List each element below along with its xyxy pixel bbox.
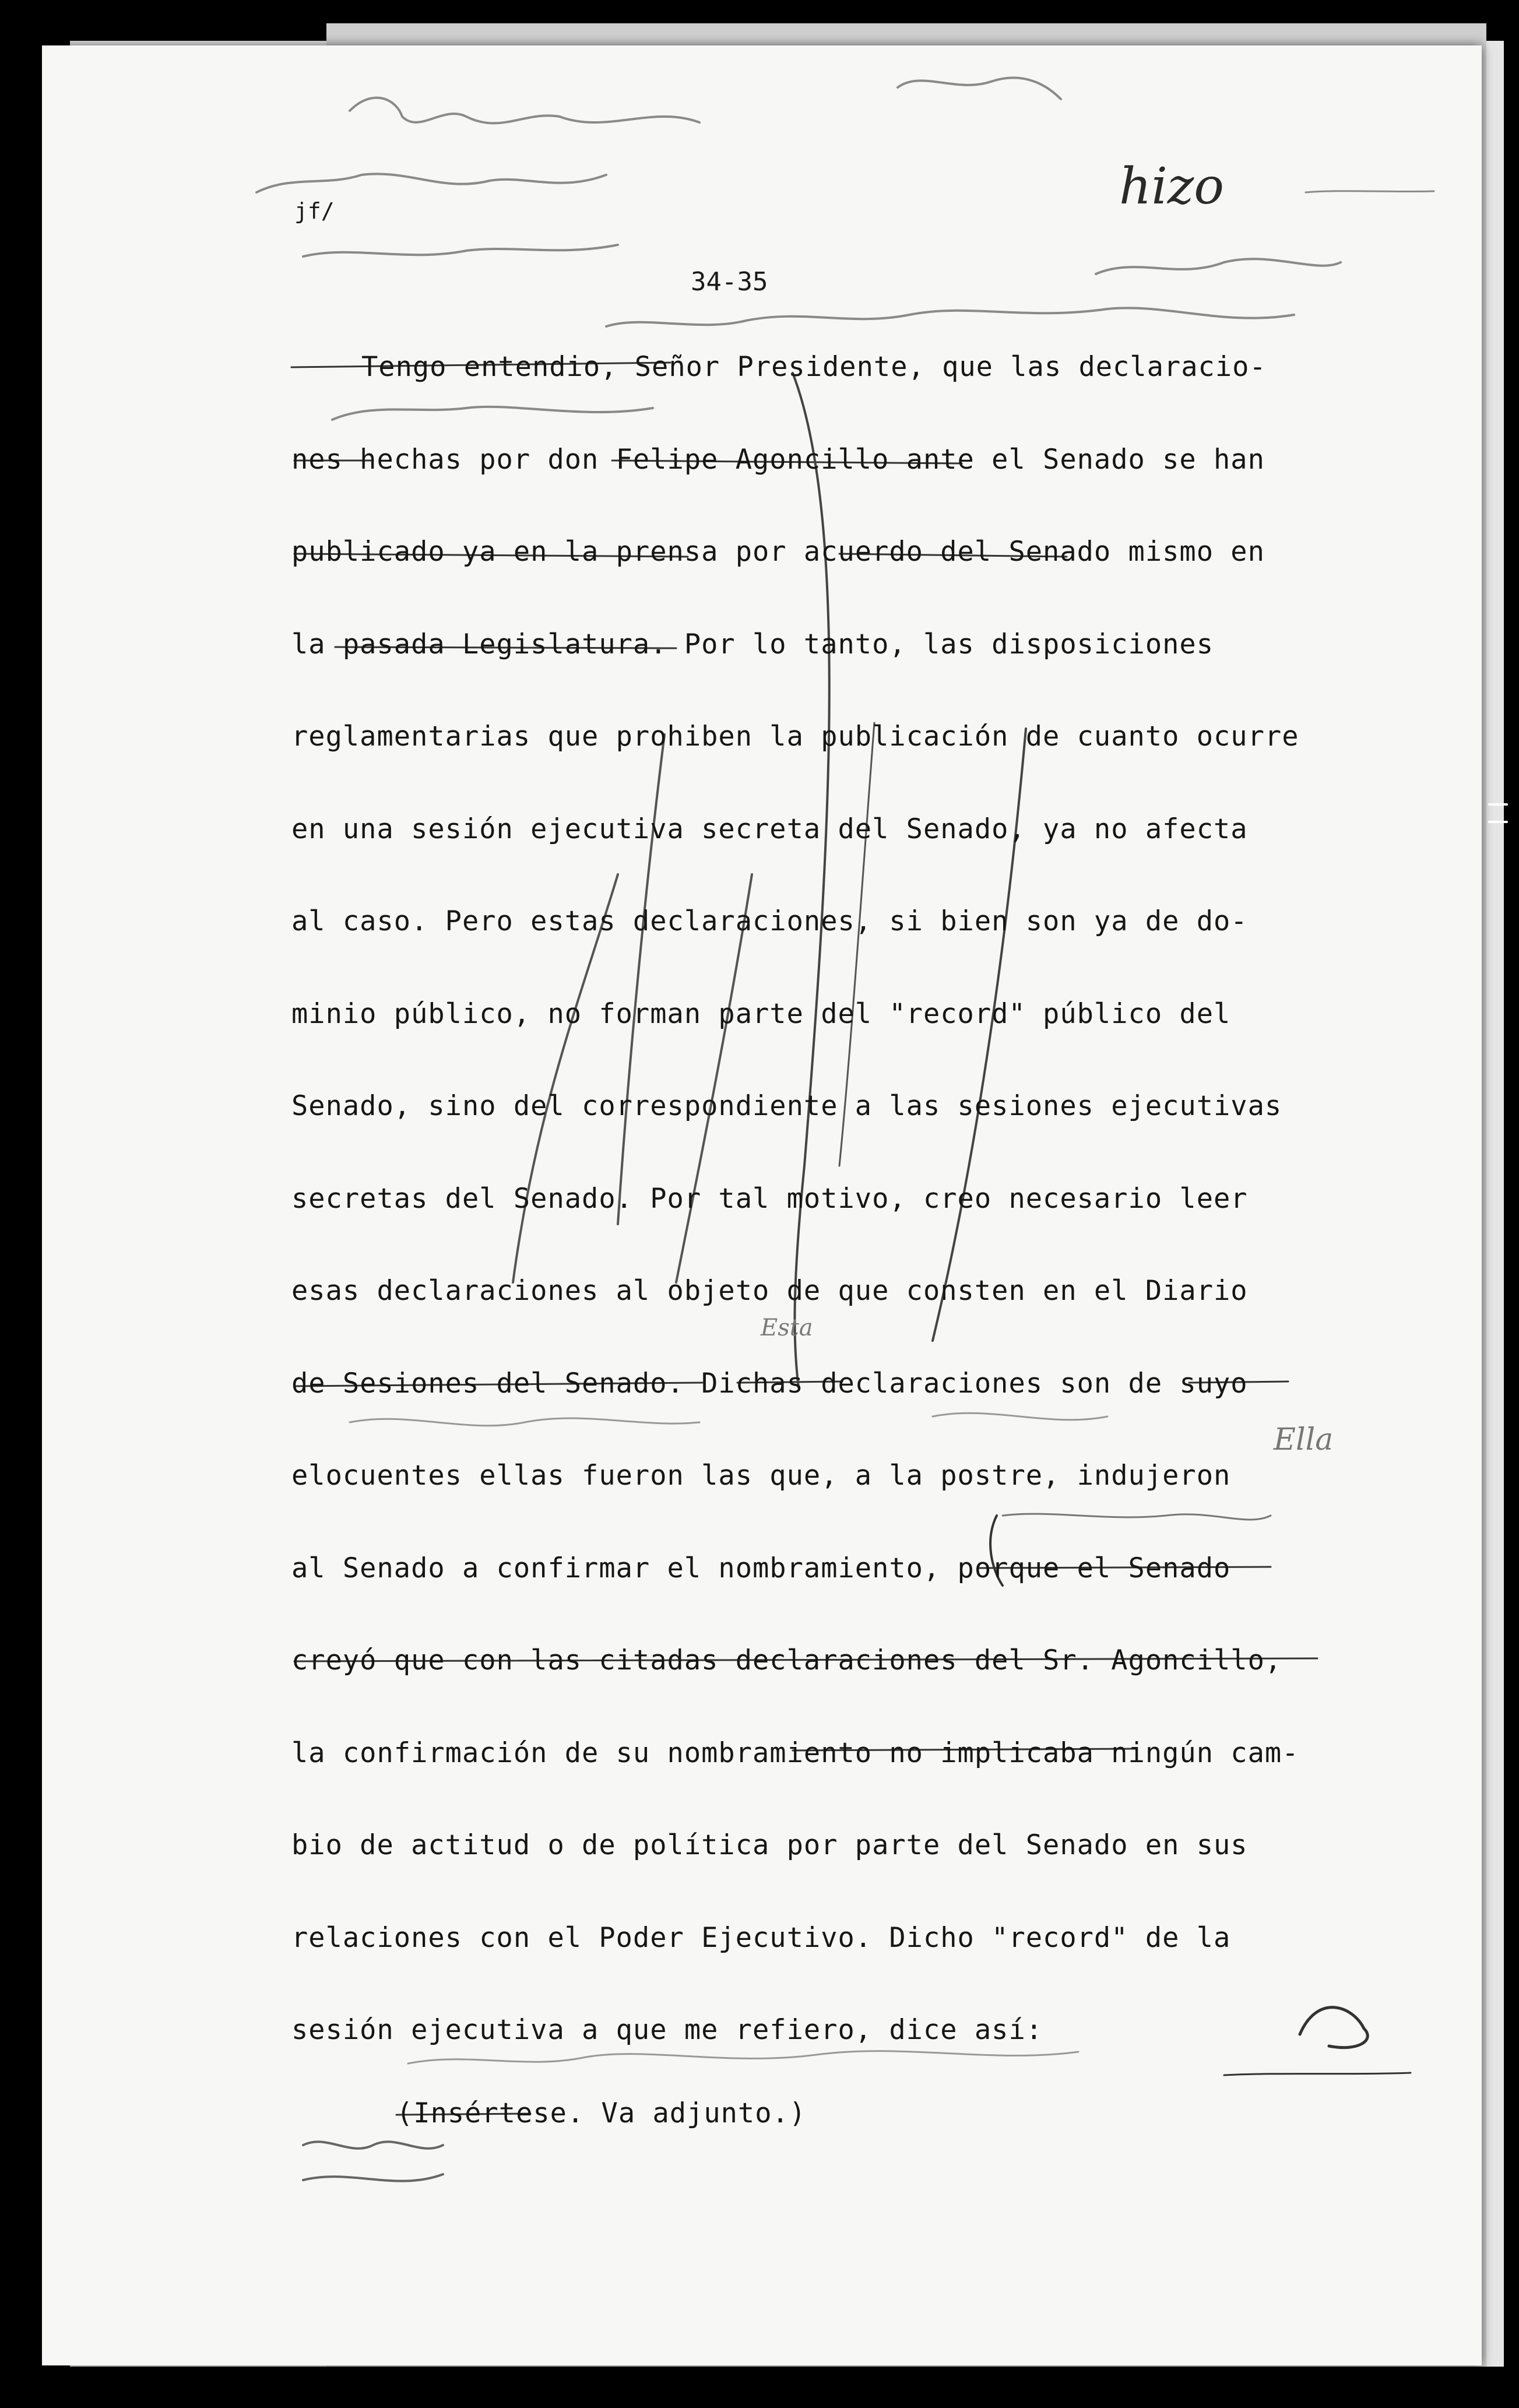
text-line: al Senado a confirmar el nombramiento, porque el Senado [291, 1552, 1231, 1584]
text-line: publicado ya en la prensa por acuerdo del Senado mismo en [291, 536, 1265, 568]
text-line: esas declaraciones al objeto de que consten en el Diario [291, 1275, 1248, 1307]
text-line: la pasada Legislatura. Por lo tanto, las disposiciones [291, 628, 1214, 660]
text-line: al caso. Pero estas declaraciones, si bien son ya de do- [291, 905, 1248, 937]
handwritten-note-top-right: hizo [1119, 157, 1224, 216]
text-line: secretas del Senado. Por tal motivo, creo necesario leer [291, 1182, 1248, 1215]
text-line: Tengo entendio, Señor Presidente, que las declaracio- [361, 351, 1267, 383]
typed-body-text [291, 350, 1317, 2105]
text-line: la confirmación de su nombramiento no implicaba ningún cam- [291, 1736, 1299, 1769]
text-line: reglamentarias que prohiben la publicación de cuanto ocurre [291, 720, 1299, 753]
text-line: Senado, sino del correspondiente a las sesiones ejecutivas [291, 1090, 1282, 1122]
text-line: sesión ejecutiva a que me refiero, dice así: [291, 2014, 1043, 2046]
handwritten-note-right: Ella [1274, 1422, 1334, 1457]
text-line: en una sesión ejecutiva secreta del Senado, ya no afecta [291, 813, 1248, 845]
closing-instruction: (Insértese. Va adjunto.) [396, 2097, 807, 2129]
text-line: de Sesiones del Senado. Dichas declaraciones son de suyo [291, 1367, 1248, 1400]
document-reference-code: jf/ [294, 198, 335, 224]
page-number: 34-35 [691, 267, 768, 297]
text-line: elocuentes ellas fueron las que, a la postre, indujeron [291, 1460, 1231, 1492]
text-line: minio público, no forman parte del "record" público del [291, 997, 1231, 1030]
text-line: bio de actitud o de política por parte del Senado en sus [291, 1829, 1248, 1861]
text-line: nes hechas por don Felipe Agoncillo ante el Senado se han [291, 443, 1265, 476]
text-line: relaciones con el Poder Ejecutivo. Dicho "record" de la [291, 1921, 1231, 1954]
handwritten-note-mid: Esta [761, 1314, 813, 1341]
text-line: creyó que con las citadas declaraciones del Sr. Agoncillo, [291, 1644, 1282, 1676]
